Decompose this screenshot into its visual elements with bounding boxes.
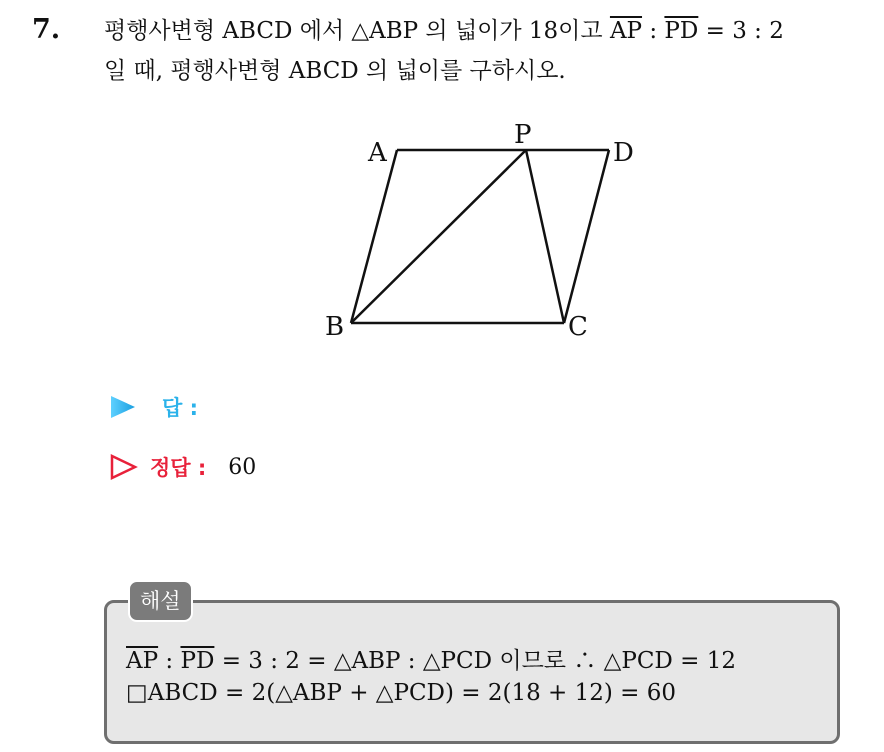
ratio-value: = 3 : 2 [698,18,784,44]
segment-ap: $\overline{AP}$ [126,648,159,674]
ratio-colon: : [642,18,665,44]
segment-ap: $\overline{AP}$ [609,18,643,44]
vertex-label-a: A [368,138,387,168]
correct-answer-value: 60 [228,454,257,480]
vertex-label-c: C [568,312,588,342]
answer-prompt-row [110,392,198,422]
vertex-label-b: B [325,312,345,342]
vertex-label-d: D [613,138,634,168]
solution-line-2: □ABCD = 2(△ABP + △PCD) = 2(18 + 12) = 60 [126,680,677,706]
solution-tag: 해설 [128,580,193,622]
question-text-line-2: 일 때, 평행사변형 ABCD 의 넓이를 구하시오. [104,58,566,84]
solution-line-1 [126,642,736,675]
ratio-colon: : [158,648,181,674]
segment-pd: $\overline{PD}$ [180,648,215,674]
correct-answer-row [110,452,256,482]
vertex-label-p: P [514,120,532,150]
correct-answer-label: 정답 : [150,456,207,480]
answer-prompt-label: 답 : [162,396,198,420]
segment-pd: $\overline{PD}$ [664,18,699,44]
side-cd [564,150,609,323]
question-number: 7. [32,14,61,45]
segment-pc [526,150,564,323]
solution-line-1-rest: = 3 : 2 = △ABP : △PCD 이므로 ∴ △PCD = 12 [214,648,737,674]
outline-arrow-icon [110,454,138,480]
segment-bp [351,150,526,323]
side-ab [351,150,397,323]
play-arrow-icon [110,395,136,419]
question-text-part: 평행사변형 ABCD 에서 △ABP 의 넓이가 18이고 [104,18,610,44]
